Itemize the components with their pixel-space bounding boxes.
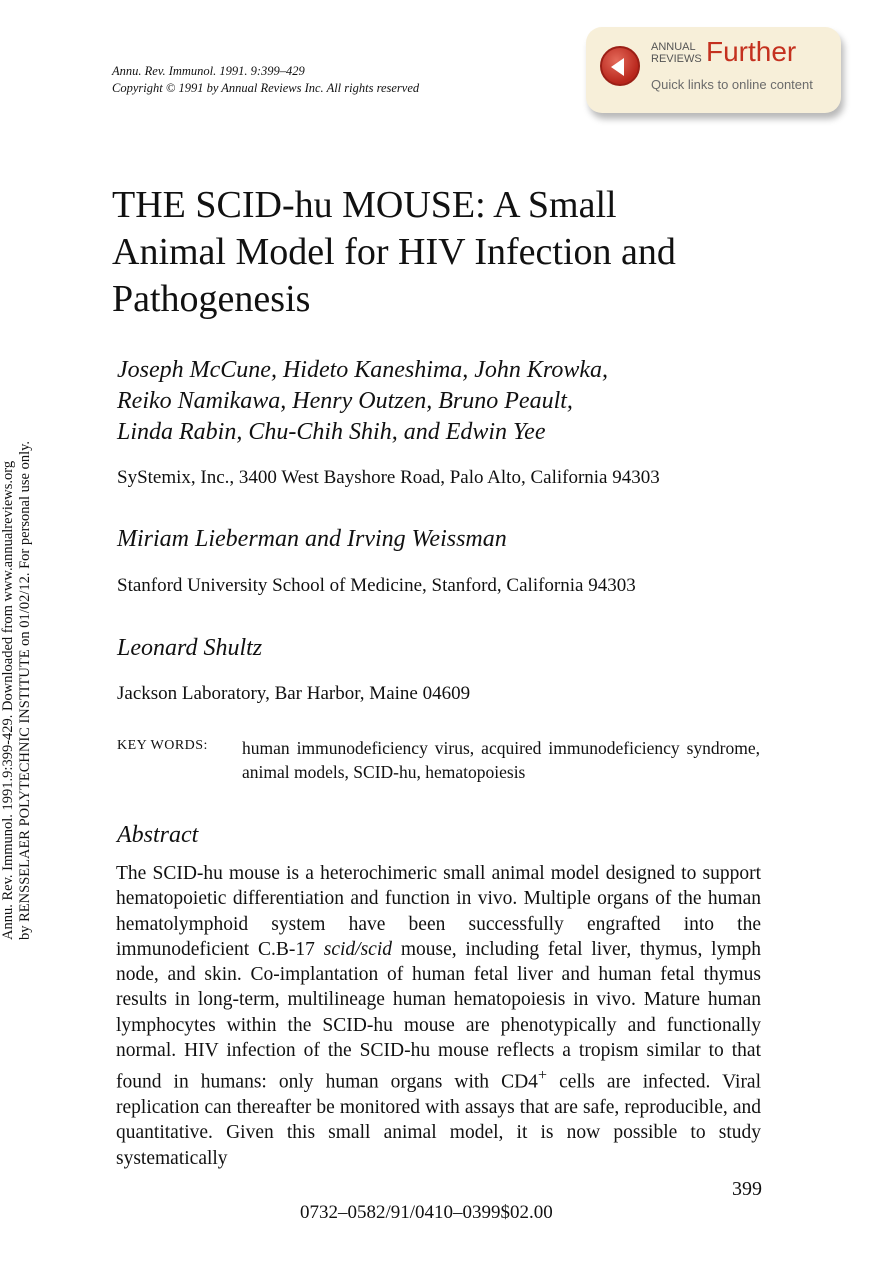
author-group-1 <box>117 355 608 448</box>
article-title <box>112 182 772 323</box>
keywords-text: human immunodeficiency virus, acquired immunodeficiency syndrome, animal models, SCID-hu, hematopoiesis <box>242 738 760 782</box>
play-back-icon <box>600 46 640 86</box>
abstract-text: mouse, including fetal liver, thymus, lymph node, and skin. Co-implantation of human fetal liver and human fetal thymus results in long-term, multilineage human hematopoiesis in vivo. Mature human lymphocytes within the SCID-hu mouse are phenotypically and functionally normal. HIV infection of the SCID-hu mouse reflects a tropism similar to that found in humans: only human organs with CD4 <box>116 938 761 1093</box>
author-line: Miriam Lieberman and Irving Weissman <box>117 526 507 552</box>
copyright-line: Copyright © 1991 by Annual Reviews Inc. All rights reserved <box>112 81 420 95</box>
author-line: Leonard Shultz <box>117 635 263 661</box>
author-line: Linda Rabin, Chu-Chih Shih, and Edwin Yee <box>117 419 546 445</box>
annual-reviews-further-badge[interactable] <box>586 27 841 113</box>
author-group-2 <box>117 524 507 555</box>
journal-line: Annu. Rev. Immunol. 1991. 9:399–429 <box>112 64 305 78</box>
author-line: Reiko Namikawa, Henry Outzen, Bruno Peault, <box>117 388 573 414</box>
download-watermark <box>0 360 34 940</box>
affiliation-2: Stanford University School of Medicine, Stanford, California 94303 <box>117 575 636 596</box>
title-line: Animal Model for HIV Infection and <box>112 231 676 273</box>
issn-line: 0732–0582/91/0410–0399$02.00 <box>300 1202 553 1223</box>
abstract-superscript: + <box>537 1066 548 1085</box>
badge-reviews: REVIEWS <box>651 53 702 65</box>
title-line: Pathogenesis <box>112 278 311 320</box>
journal-citation <box>112 63 419 97</box>
abstract-italic: scid/scid <box>323 938 392 960</box>
badge-quick-links: Quick links to online content <box>651 77 813 92</box>
watermark-line: Annu. Rev. Immunol. 1991.9:399-429. Downloaded from www.annualreviews.org <box>0 460 16 940</box>
badge-annual: ANNUAL <box>651 41 696 53</box>
abstract-heading: Abstract <box>117 822 199 848</box>
author-line: Joseph McCune, Hideto Kaneshima, John Krowka, <box>117 357 609 383</box>
abstract-body <box>116 861 761 1171</box>
title-line: THE SCID-hu MOUSE: A Small <box>112 184 617 226</box>
page-number: 399 <box>732 1178 762 1200</box>
author-group-3 <box>117 633 262 664</box>
badge-annual-reviews <box>651 41 702 65</box>
affiliation-3: Jackson Laboratory, Bar Harbor, Maine 04609 <box>117 683 471 704</box>
watermark-line: by RENSSELAER POLYTECHNIC INSTITUTE on 01/02/12. For personal use only. <box>17 440 33 940</box>
abstract-text: The SCID-hu mouse is a heterochimeric small animal model designed to support hematopoietic differentiation and function in vivo. Multiple organs of the human hematolymphoid system have been successfully engrafted into the immunodeficient C.B-17 <box>116 863 761 960</box>
keywords-label: KEY WORDS: <box>117 738 208 753</box>
badge-further: Further <box>706 36 797 67</box>
abstract-text: cells are infected. Viral replication can thereafter be monitored with assays that are safe, reproducible, and quantitative. Given this small animal model, it is now possible to study systematically <box>116 1071 762 1169</box>
affiliation-1: SyStemix, Inc., 3400 West Bayshore Road, Palo Alto, California 94303 <box>117 467 660 488</box>
